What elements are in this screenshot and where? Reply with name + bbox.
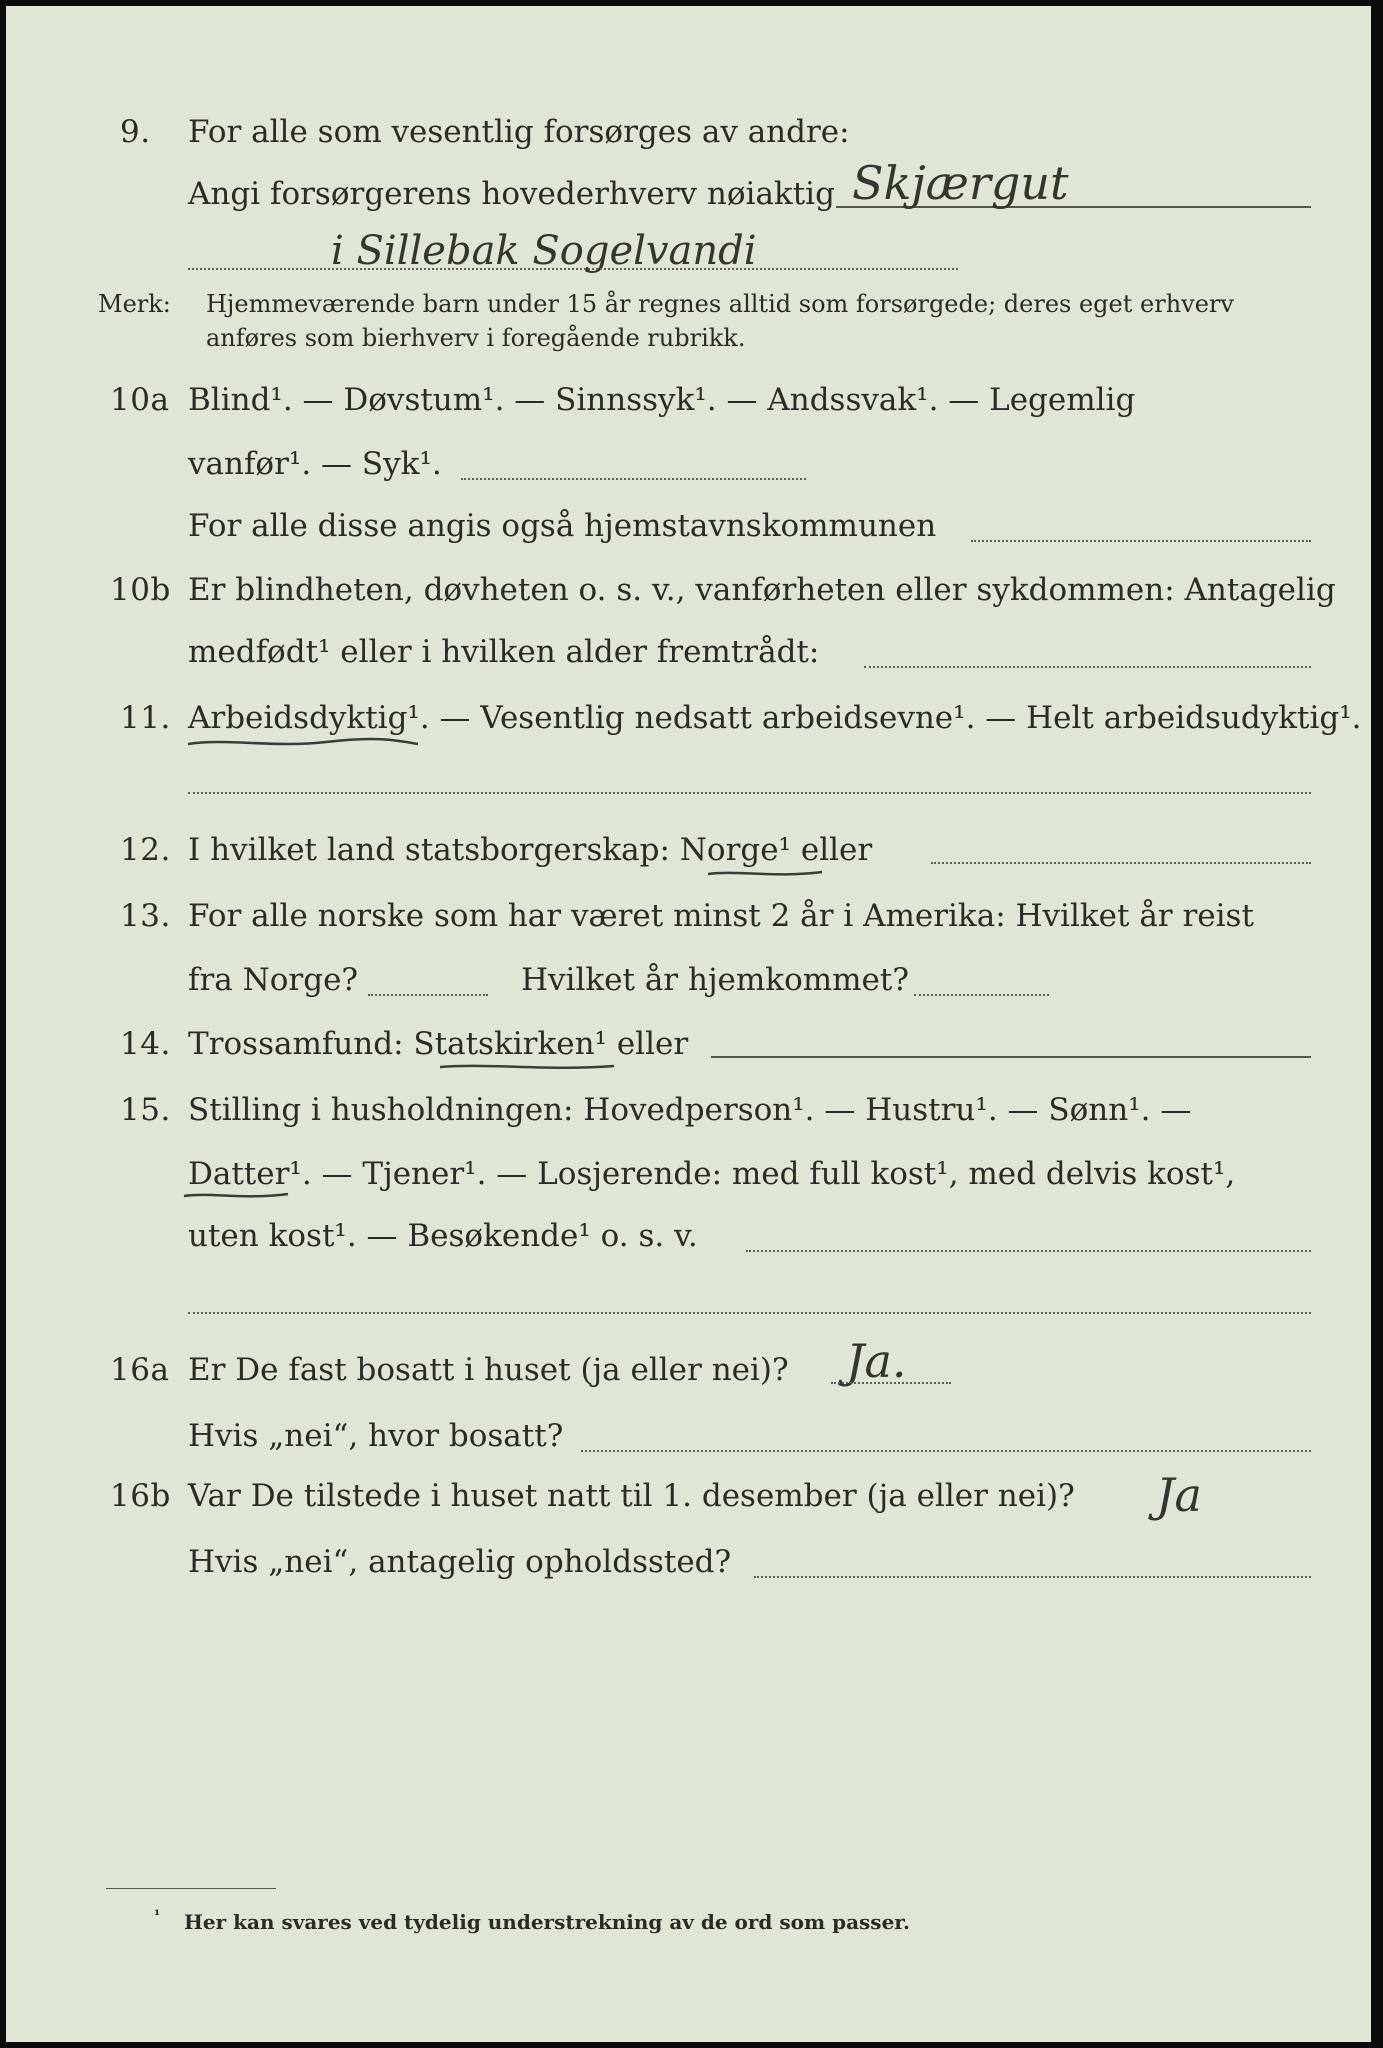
q12-answer-line	[931, 862, 1311, 864]
q16a-number: 16a	[110, 1352, 170, 1388]
q13-departure-line	[368, 994, 488, 996]
q10a-line3: For alle disse angis også hjemstavnskommunen	[188, 508, 937, 544]
q13-number: 13.	[120, 898, 171, 934]
q10a-answer-line	[461, 478, 806, 480]
q9-number: 9.	[120, 114, 151, 150]
q15-line2: Datter¹. — Tjener¹. — Losjerende: med full kost¹, med delvis kost¹,	[188, 1156, 1236, 1192]
q15-continuation-line	[188, 1312, 1311, 1314]
q10b-number: 10b	[110, 572, 171, 608]
q14-underline-mark	[438, 1060, 618, 1074]
q15-number: 15.	[120, 1092, 171, 1128]
q9-continuation-line	[188, 268, 958, 270]
q13-line1: For alle norske som har været minst 2 år i Amerika: Hvilket år reist	[188, 898, 1254, 934]
q16a-residence-line	[581, 1450, 1311, 1452]
q16a-line1: Er De fast bosatt i huset (ja eller nei)?	[188, 1352, 789, 1388]
q11-underline-mark	[186, 734, 422, 752]
q9-handwritten-answer-2: i Sillebak Sogelvandi	[331, 228, 757, 274]
q14-number: 14.	[120, 1026, 171, 1062]
merk-label: Merk:	[98, 290, 171, 318]
q10a-hometown-line	[971, 540, 1311, 542]
q10b-line2: medfødt¹ eller i hvilken alder fremtrådt:	[188, 634, 820, 670]
q13-line2a: fra Norge?	[188, 962, 359, 998]
q9-line2: Angi forsørgerens hovederhverv nøiaktig	[188, 176, 835, 212]
q15-underline-mark	[182, 1188, 292, 1204]
q11-answer-line	[188, 792, 1311, 794]
q15-line1: Stilling i husholdningen: Hovedperson¹. — Hustru¹. — Sønn¹. —	[188, 1092, 1192, 1128]
q16a-answer-line	[831, 1382, 951, 1384]
merk-line2: anføres som bierhverv i foregående rubrikk.	[206, 324, 746, 352]
q12-line1: I hvilket land statsborgerskap: Norge¹ eller	[188, 832, 873, 868]
q10a-number: 10a	[110, 382, 170, 418]
q10b-answer-line	[864, 666, 1311, 668]
q10a-line1: Blind¹. — Døvstum¹. — Sinnssyk¹. — Andssvak¹. — Legemlig	[188, 382, 1136, 418]
q9-handwritten-answer: Skjærgut	[852, 156, 1069, 210]
q11-number: 11.	[120, 700, 171, 736]
q9-line1: For alle som vesentlig forsørges av andre:	[188, 114, 850, 150]
footnote-text: Her kan svares ved tydelig understrekning av de ord som passer.	[184, 1910, 910, 1934]
q16b-line1: Var De tilstede i huset natt til 1. desember (ja eller nei)?	[188, 1478, 1075, 1514]
q12-underline-mark	[706, 866, 826, 882]
footnote-rule	[106, 1888, 276, 1889]
q16b-number: 16b	[110, 1478, 171, 1514]
q10b-line1: Er blindheten, døvheten o. s. v., vanførheten eller sykdommen: Antagelig	[188, 572, 1336, 608]
merk-line1: Hjemmeværende barn under 15 år regnes alltid som forsørgede; deres eget erhverv	[206, 290, 1234, 318]
q11-line1: Arbeidsdyktig¹. — Vesentlig nedsatt arbeidsevne¹. — Helt arbeidsudyktig¹.	[188, 700, 1362, 736]
q14-answer-line	[711, 1056, 1311, 1058]
q10a-line2: vanfør¹. — Syk¹.	[188, 446, 442, 482]
q16b-location-line	[754, 1576, 1311, 1578]
census-form-page	[6, 6, 1371, 2042]
q16a-line2: Hvis „nei“, hvor bosatt?	[188, 1418, 564, 1454]
q13-return-line	[914, 994, 1049, 996]
q14-line1: Trossamfund: Statskirken¹ eller	[188, 1026, 689, 1062]
q15-answer-line	[746, 1250, 1311, 1252]
footnote-mark: ¹	[154, 1908, 161, 1924]
q16a-handwritten-answer: Ja.	[846, 1334, 907, 1388]
q16b-line2: Hvis „nei“, antagelig opholdssted?	[188, 1544, 732, 1580]
q16b-handwritten-answer: Ja	[1156, 1468, 1202, 1522]
q12-number: 12.	[120, 832, 171, 868]
q15-line3: uten kost¹. — Besøkende¹ o. s. v.	[188, 1218, 698, 1254]
q13-line2b: Hvilket år hjemkommet?	[521, 962, 909, 998]
